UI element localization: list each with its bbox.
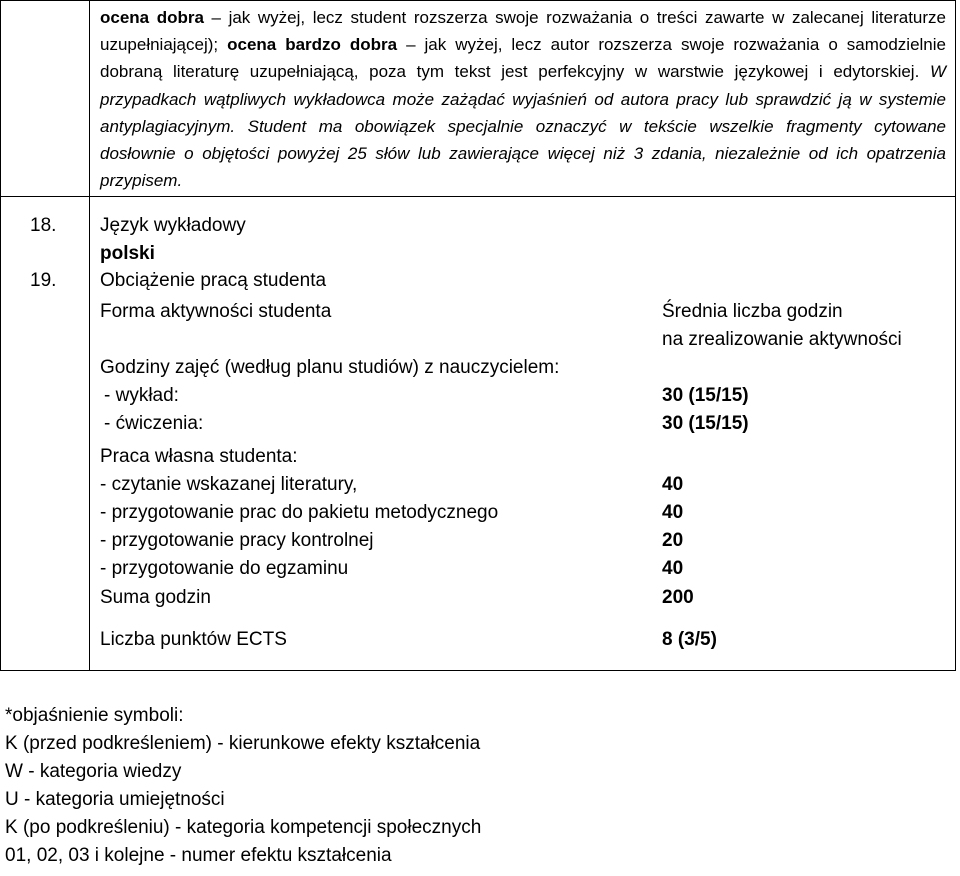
legend-line: W - kategoria wiedzy: [5, 761, 182, 782]
section-18-value: polski: [100, 243, 155, 264]
contact-row-label: - ćwiczenia:: [104, 413, 204, 434]
assessment-paragraph: [100, 4, 946, 194]
legend-line: 01, 02, 03 i kolejne - numer efektu kształcenia: [5, 845, 392, 866]
self-row-label: - przygotowanie pracy kontrolnej: [100, 530, 374, 551]
legend-line: *objaśnienie symboli:: [5, 705, 184, 726]
contact-row-label: - wykład:: [104, 385, 179, 406]
sum-value: 200: [662, 587, 694, 608]
contact-row-value: 30 (15/15): [662, 385, 749, 406]
contact-row-value: 30 (15/15): [662, 413, 749, 434]
sum-label: Suma godzin: [100, 587, 211, 608]
self-row-value: 40: [662, 502, 684, 523]
symbols-legend: [5, 702, 481, 870]
plagiarism-note: W przypadkach wątpliwych wykładowca może zażądać wyjaśnień od autora pracy lub sprawdzić ją w systemie antyplagiacyjnym. Student ma obowiązek specjalnie oznaczyć w tekście wszelkie fragmenty cytowane dosłownie o objętości powyżej 25 słów lub zawierające więcej niż 3 zdania, niezależnie od ich opatrzenia przypisem.: [100, 62, 946, 191]
self-study-heading: Praca własna studenta:: [100, 446, 298, 467]
section-19-number: 19.: [30, 270, 57, 291]
self-row-value: 20: [662, 530, 684, 551]
self-row-value: 40: [662, 558, 684, 579]
self-row-value: 40: [662, 474, 684, 495]
self-row-label: - przygotowanie do egzaminu: [100, 558, 349, 579]
self-row-label: - przygotowanie prac do pakietu metodycznego: [100, 502, 499, 523]
section-18-number: 18.: [30, 215, 57, 236]
workload-cell: [30, 197, 956, 671]
section-19: [30, 267, 327, 295]
section-19-title: Obciążenie pracą studenta: [100, 270, 327, 291]
grade-good-text: – jak wyżej, lecz student rozszerza swoje rozważania o treści zawarte w zalecanej literaturze uzupełniającej);: [100, 8, 946, 55]
section-18: [30, 212, 246, 268]
assessment-cell: [90, 1, 956, 197]
activity-column-header: Forma aktywności studenta: [100, 301, 332, 322]
hours-column-header-line2: na zrealizowanie aktywności: [662, 329, 902, 350]
ects-value: 8 (3/5): [662, 629, 717, 650]
self-row-label: - czytanie wskazanej literatury,: [100, 474, 358, 495]
legend-line: U - kategoria umiejętności: [5, 789, 225, 810]
grade-very-good-label: ocena bardzo dobra: [227, 35, 398, 55]
legend-line: K (po podkreśleniu) - kategoria kompetencji społecznych: [5, 817, 482, 838]
grade-good-label: ocena dobra: [100, 8, 204, 27]
section-18-title: Język wykładowy: [100, 215, 246, 236]
contact-hours-heading: Godziny zajęć (według planu studiów) z nauczycielem:: [100, 357, 560, 378]
number-cell: [1, 1, 90, 197]
legend-line: K (przed podkreśleniem) - kierunkowe efekty kształcenia: [5, 733, 481, 754]
ects-label: Liczba punktów ECTS: [100, 629, 287, 650]
hours-column-header-line1: Średnia liczba godzin: [662, 301, 843, 322]
grade-very-good-text: – jak wyżej, lecz autor rozszerza swoje rozważania o samodzielnie dobraną literaturę uzupełniającą, poza tym tekst jest perfekcyjny w warstwie językowej i edytorskiej.: [100, 35, 946, 82]
